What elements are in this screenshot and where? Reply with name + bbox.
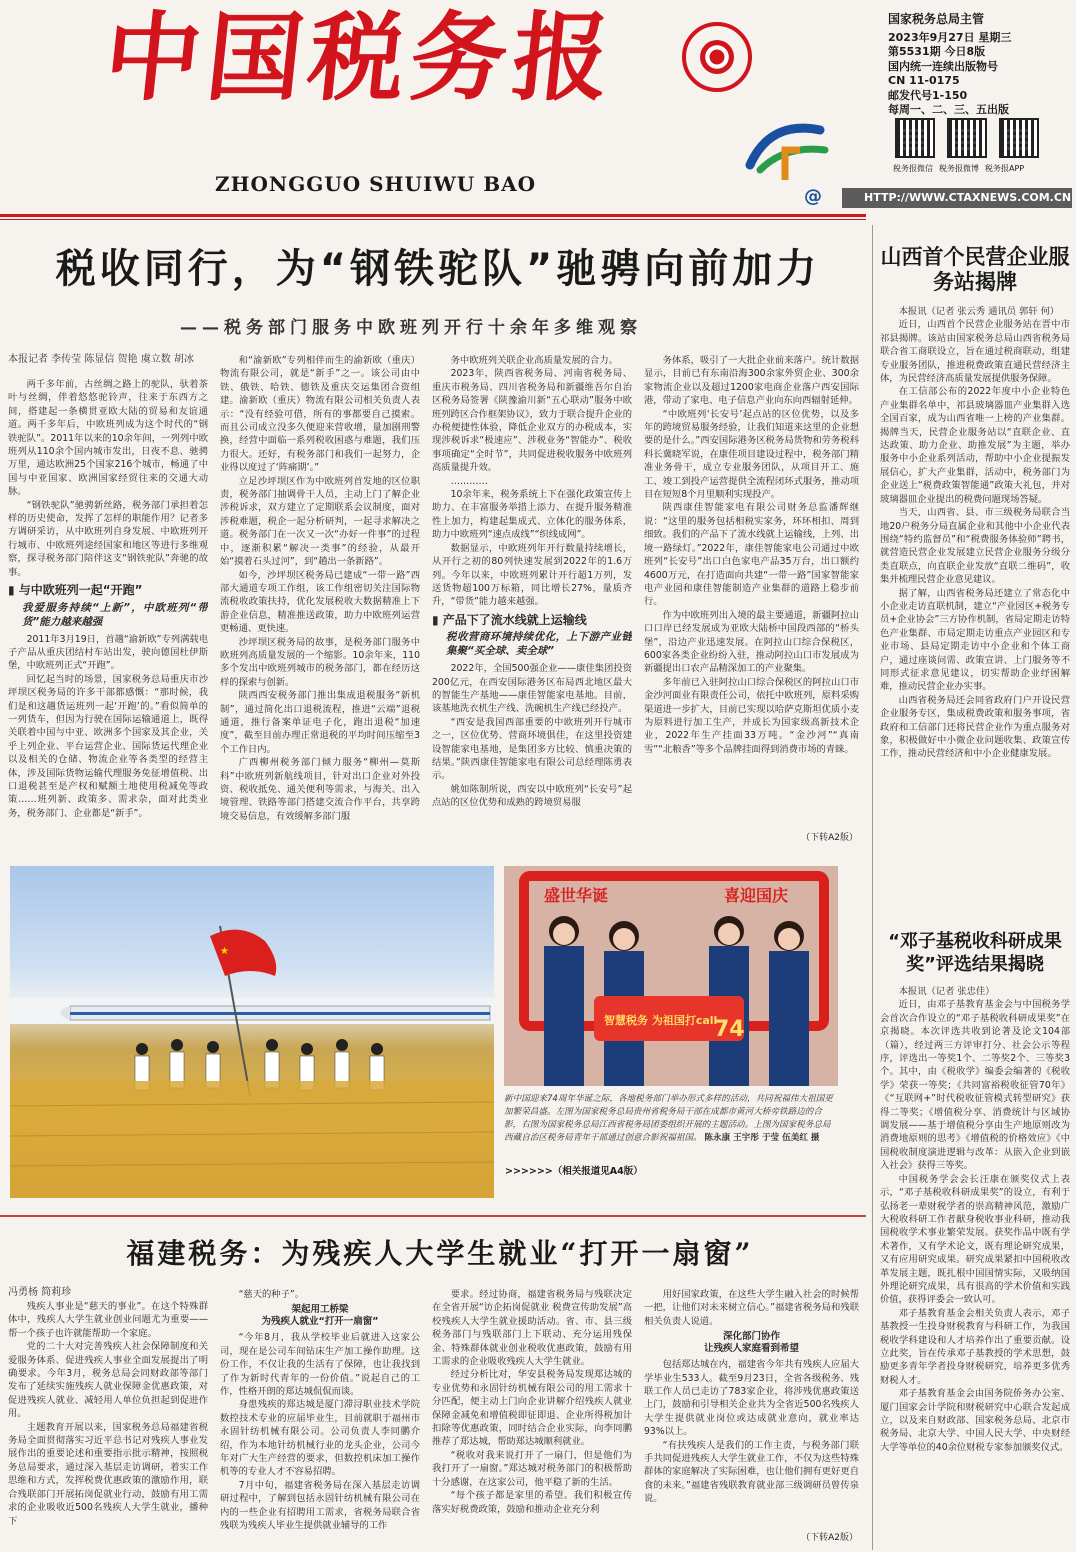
lead-column-4 [644, 354, 859, 824]
photo-number: 74 [714, 1017, 745, 1042]
photo-illustration [10, 866, 494, 1198]
paragraph: 在工信部公布的2022年度中小企业特色产业集群名单中，祁县玻璃器皿产业集群入选全国百家，成为山西省唯一上榜的产业集群。揭牌当天，民营企业服务站以“直联企业、直达政策、助力企业、助推发展”为主题，举办服务中小企业系列活动，帮助中小企业提振发展信心，扩大产业集群，活动中，税务部门为企业送上“税费政策智能通”政策大礼包，并对玻璃器皿企业提出的税费问题现场答疑。 [880, 386, 1070, 505]
masthead-title: 中国税务报 [99, 1, 621, 114]
paragraph: 2023年，陕西省税务局、河南省税务局、重庆市税务局、四川省税务局和新疆维吾尔自治区税务局签署《陕豫渝川新“五心联动”服务中欧班列跨区合作框架协议》，致力于联合提升企业的办税便捷性体验，降低企业双方的办税成本，实现涉税诉求“极速应”、涉税业务“智能办”、税收事项确定“全时节”，共同促进税收服务中欧班列高质量提升效。 [432, 368, 632, 474]
continued-note[interactable]: （下转A2版） [801, 833, 858, 843]
sub-title: 深化部门协作 让残疾人家庭看到希望 [703, 1331, 799, 1355]
lead-byline: 本报记者 李传莹 陈显信 贺艳 虞立数 胡冰 [8, 354, 194, 365]
second-column-3 [432, 1288, 632, 1548]
section-title-text: 产品下了流水线就上运输线 [442, 612, 587, 627]
paragraph: 身患残疾的郑达城是厦门滞浔职业技术学院数控技术专业的应届毕业生，目前就职于福州市永固针纺机械有限公司。公司负责人李同鹏介绍，作为本地针纺机械行业的龙头企业，公司今年对广大生产经营的要求，但数控机床加工操作机等的专业人才不容易招聘。 [220, 1399, 420, 1478]
sub-title: 架起用工桥梁 为残疾人就业“打开一扇窗” [261, 1304, 379, 1328]
paragraph: “每个孩子都是家里的希望。我们积极宣传落实好税费政策，鼓励和推动企业充分利 [432, 1490, 632, 1515]
paragraph: 广西柳州税务部门倾力服务“柳州—莫斯科”中欧班列新航线项目，针对出口企业对外投资、税收抵免、通关便利等需求，与海关、出入境管理、铁路等部门搭建交流合作平台，共享跨境交易信息，有效缓解多部门服 [220, 757, 420, 822]
photo-caption [504, 1093, 838, 1145]
paragraph: 数据显示，中欧班列年开行数量持续增长，从开行之初的80列快速发展到2022年的1.6万列。今年以来，中欧班列累计开行超1万列，发送货物超100万标箱，同比增长27%，量质齐升，“带货”能力越来越强。 [432, 542, 632, 608]
photo-staff-celebration [504, 866, 838, 1086]
divider [0, 1215, 866, 1217]
section-title: ▮ 产品下了流水线就上运输线 [432, 612, 587, 627]
svg-text:★: ★ [220, 946, 229, 957]
section-title-text: 与中欧班列一起“开跑” [18, 583, 143, 598]
byline: 本报讯（记者 张云秀 通讯员 郭轩 何） [898, 306, 1060, 317]
photo-credit: 陈永康 王宇彤 于莹 伍美红 摄 [704, 1133, 820, 1143]
paragraph: 残疾人事业是“慈天的事业”。在这个特殊群体中，残疾人大学生就业创业问题尤为重要——帮一个孩子也许就能帮助一个家庭。 [8, 1301, 208, 1339]
second-column-1 [8, 1300, 208, 1548]
sidebar-2-body [880, 985, 1070, 1545]
paragraph: 要求。经过协商，福建省税务局与残联决定在全省开展“访企拓岗促就业 税费宣传助发展”高校残疾人大学生就业援助活动。省、市、县三级税务部门与残联部门上下联动、充分运用残保金、特殊群体就业创业税收优惠政策，鼓励有用工需求的企业吸收残疾人大学生就业。 [432, 1289, 632, 1368]
section-title: ▮ 与中欧班列一起“开跑” [8, 583, 143, 598]
sidebar-headline[interactable]: 山西首个民营企业服务站揭牌 [880, 245, 1070, 294]
byline: 本报讯（记者 张忠佳） [898, 986, 995, 997]
masthead-pinyin: ZHONGGUO SHUIWU BAO [215, 172, 537, 196]
qr-code-icon[interactable] [895, 118, 935, 158]
paragraph: 党的二十大对完善残疾人社会保障制度和关爱服务体系、促进残疾人事业全面发展提出了明确要求。今年3月，税务总局会同财政部等部门发布了延续实施残疾人就业保障金优惠政策，对促进残疾人就业、减轻用人单位负担起到促进作用。 [8, 1341, 208, 1420]
paragraph: 作为中欧班列出入境的最主要通道，新疆阿拉山口口岸已经发展成为亚欧大陆桥中国段西部的“桥头堡”，沿边产业迅速发展。在阿拉山口综合保税区，600家各类企业纷纷入驻，推动阿拉山口市发展成为新疆提出口农产品精深加工的产业聚集。 [644, 609, 859, 675]
paragraph: 包括郑达城在内，福建省今年共有残疾人应届大学毕业生533人。截至9月23日，全省各级税务、残联工作人员已走访了783家企业，将涉残优惠政策送上门，鼓励和引导相关企业共为全省近500名残疾人大学生提供就业岗位或达成就业意向，就业率达93%以上。 [644, 1359, 859, 1438]
at-icon: @ [804, 186, 822, 207]
lead-column-2 [220, 354, 420, 848]
second-headline[interactable]: 福建税务：为残疾人大学生就业“打开一扇窗” [126, 1237, 754, 1270]
cn-label: 国内统一连续出版物号 [888, 59, 998, 73]
photo-board-text: 智慧税务 为祖国打call [604, 1014, 718, 1027]
paragraph: 邓子基教育基金会相关负责人表示，邓子基教授一生投身财税教育与科研工作，为我国税收学科建设和人才培养作出了重要贡献。设立此奖，旨在传承邓子基教授的学术思想，鼓励更多青年学者投身财税研究，培养更多优秀财税人才。 [880, 1307, 1070, 1386]
paragraph: 如今，沙坪坝区税务局已建成“一带一路”西部大通道专项工作组，该工作组密切关注国际物流税收政策扶持，优化发展税收大数据精准上下游企业信息，精准推送政策，助力中欧班列运营更畅通、更快速。 [220, 569, 420, 635]
section-lede: 我爱服务持续“上新”，中欧班列“带货”能力越来越强 [22, 601, 208, 628]
sponsor: 国家税务总局主管 [888, 12, 985, 26]
paragraph: 陕西西安税务部门推出集成退税服务“新机制”，通过简化出口退税流程，推进“云端”退税通道，推行备案单证电子化，跑出退税“加速度”，截至目前办理正常退税的平均时间压缩至3个工作日内。 [220, 690, 420, 755]
paragraph: “今年8月，我从学校毕业后就进入这家公司，现在是公司车间钻床生产加工操作助理。这份工作，不仅让我的生活有了保障，也让我找到了作为新时代青年的一份价值。”说起自己的工作，性格开朗的郑达城侃侃而谈。 [220, 1332, 420, 1398]
paragraph: 沙坪坝区税务局的故事，是税务部门服务中欧班列高质量发展的一个缩影。10余年来，110多个发出中欧班列城市的税务部门，都在经历这样的探索与创新。 [220, 636, 420, 688]
paragraph: 经过分析比对，华安县税务局发现郑达城的专业优势和永固针纺机械有限公司的用工需求十分匹配，便主动上门向企业讲解介绍残疾人就业保障金减免和增值税即征即退、企业所得税加计扣除等优惠政策，同时结合企业实际，向李同鹏推荐了郑达城，帮助郑达城顺利就业。 [432, 1369, 632, 1448]
sidebar-headline[interactable]: “邓子基税收科研成果奖”评选结果揭晓 [888, 931, 1062, 975]
photo-illustration [504, 866, 838, 1086]
qr-code-icon[interactable] [947, 118, 987, 158]
qr-codes [895, 118, 1039, 158]
paragraph: 和“渝新欧”专列相伴而生的渝新欧（重庆）物流有限公司，就是“新手”之一。该公司由中铁、俄铁、哈铁、德铁及重庆交运集团合资组建。渝新欧（重庆）物流有限公司相关负责人表示：“没有经验可借，所有的事都要自己摸索。而且公司成立没多久便迎来营收增，量加剧刑警换，经营中面临一系列税收困惑与难题，我们压力很大。还好，有税务部门和我们一起努力，企业得以度过了‘阵痛期’。” [220, 355, 420, 474]
paragraph: 用好国家政策，在这些大学生融入社会的时候帮一把，让他们对未来树立信心。”福建省税务局和残联相关负责人说道。 [644, 1289, 859, 1327]
paragraph: “税收对我来说打开了一扇门，但是他们为我打开了一扇窗。”郑达城对税务部门的积极帮助十分感谢，在这家公司，他平稳了新的生活。 [432, 1449, 632, 1488]
qr-label: 税务报微信 [893, 164, 933, 173]
paragraph: 多年前已入驻阿拉山口综合保税区的阿拉山口市金沙河面业有限责任公司，依托中欧班列，原料采购渠道进一步扩大，目前已实现以哈萨克斯坦优质小麦为原料进行加工生产，并成长为国家级高新技术企业，2022年生产挂面33万吨。“金沙河”“真南雪”“北粮香”等多个品牌挂面得到消费市场的青睐。 [644, 676, 859, 755]
lead-column-3 [432, 354, 632, 848]
photo-banner-text: 喜迎国庆 [724, 886, 789, 905]
column-rule [872, 225, 873, 1550]
sidebar-1-body [880, 305, 1070, 915]
newspaper-logo-icon [682, 22, 752, 92]
divider [0, 214, 866, 217]
cn-number: CN 11-0175 [888, 74, 960, 87]
postal-code: 邮发代号1-150 [888, 88, 968, 102]
lead-headline[interactable]: 税收同行，为“钢铁驼队”驰骋向前加力 [55, 246, 821, 292]
paragraph: 当天，山西省、县、市三级税务局联合当地20户税务分局直属企业和其他中小企业代表围绕“特约监督员”和“税费服务体验师”聘书，就营造民营企业发展建立民营企业服务分级分类直联点，向直联企业发放“直联二维码”，收集并梳理民营企业意见建议。 [880, 507, 1070, 586]
paragraph: “有扶残疾人是我们的工作主责，与税务部门联手共同促进残疾人大学生就业工作，不仅为这些特殊群体的家庭解决了实际困难，也让他们拥有更好更自食的未来。”福建省残联教育就业部三级调研员曾传泉说。 [644, 1439, 859, 1505]
related-report-link[interactable]: >>>>>>（相关报道见A4版） [505, 1166, 643, 1177]
paragraph: 务中欧班列关联企业高质量发展的合力。 [450, 355, 618, 366]
issue-number: 第5531期 今日8版 [888, 45, 986, 58]
paragraph: 回忆起当时的场景，国家税务总局重庆市沙坪坝区税务局的许多干部都感慨：“那时候，我们是和这趟货运班列一起‘开跑’的。”看似简单的一列货车，但因为行驶在国际运输通道上，既得关联着中国与中亚、欧洲多个国家及其企业，关乎上列企业、平台运营企业、国际货运代理企业以及相关的仓储、物流企业等各类型的经营主体，涉及国际货物运输代理服务免征增值税、出口退税甚至是产权和赋额土地使用税减免等政策……班列新、政策多、需求杂，面对此类业务，税务部门、企业都是“新手”。 [8, 673, 208, 819]
qr-labels [893, 163, 1024, 174]
paragraph: 务体系，吸引了一大批企业前来落户。统计数据显示，目前已有东南沿海300余家外贸企业、300余家物流企业以及超过1200家电商企业落户西安国际港，带动了家电、电子信息产业向东向西辐射延伸。 [644, 355, 859, 407]
paragraph: 立足沙坪坝区作为中欧班列首发地的区位职责，税务部门抽调骨干人员，主动上门了解企业涉税诉求，双方建立了定期联系会议制度，面对涉税难题，税企一起分析研判，一起寻求解决之道。税务部门在一次又一次“办好一件事”的过程中，逐渐积累“解决一类事”的经验，从最开始“摸着石头过河”，到“趟出一条新路”。 [220, 475, 420, 568]
paragraph: 主题教育开展以来，国家税务总局福建省税务局全面贯彻落实习近平总书记对残疾人事业发展作出的重要论述和重要指示批示精神，按照税务总局要求，通过深入基层走访调研，着实工作思维和方式，发挥税费优惠政策的激励作用，联合残联部门开展拓岗促就业行动，鼓励有用工需求的企业吸收近500名残疾人大学生就业，播种下 [8, 1421, 208, 1527]
paragraph: 姚如陈制所说，西安以中欧班列“长安号”起点站的区位优势和成熟的跨境贸易服 [432, 783, 632, 809]
paragraph: 邓子基教育基金会由国务院侨务办公室、厦门国家会计学院和财税研究中心联合发起成立，以及来自财政部、国家税务总局、北京市税务局、北京大学、中国人民大学、中央财经大学等单位的40余位财税专家参加颁奖仪式。 [880, 1388, 1070, 1453]
continued-note[interactable]: （下转A2版） [801, 1533, 858, 1543]
second-byline: 冯勇杨 简莉珍 [8, 1287, 72, 1298]
qr-label: 税务报微博 [939, 164, 979, 173]
paragraph: 2022年，全国500强企业——康佳集团投资200亿元，在西安国际港务区布局西北地区最大的智能生产基地——康佳智能家电基地。目前，该基地洗衣机生产线、洗碗机生产线已经投产。 [432, 663, 632, 715]
caption-text: 新中国迎来74周年华诞之际，各地税务部门举办形式多样的活动，共同祝福伟大祖国更加繁荣昌盛。左图为国家税务总局贵州省税务局干部在成都市黄河大桥旁铁路边的合影，右图为国家税务总局江西省税务局团委组织开展的主题活动。上图为国家税务总局西藏自治区税务局青年干部通过创意合影祝福祖国。 [504, 1094, 833, 1143]
divider [0, 219, 866, 220]
paragraph: 中国税务学会会长汪康在颁奖仪式上表示，“邓子基税收科研成果奖”的设立，有利于弘扬老一辈财税学者的崇高精神风范，激励广大税收科研工作者献身税收事业科研，推动我国税收学术事业繁荣发展。获奖作品中既有学术著作，又有学术论文，既有理论研究成果，又有应用研究成果。研究成果紧扣中国税收改革发展主题，既扎根中国国情实际，又吸纳国外理论研究成果，具有很高的学术价值和实践价值，获得评委会一致认可。 [880, 1173, 1070, 1306]
paragraph: “慈天的种子”。 [238, 1289, 305, 1300]
second-column-4 [644, 1288, 859, 1524]
paragraph: 7月中旬，福建省税务局在深入基层走访调研过程中，了解到包括永固针纺机械有限公司在内的一些企业有招聘用工需求，省税务局联合省残联为残疾人毕业生提供就业辅导的工作 [220, 1479, 420, 1532]
paragraph: 据了解，山西省税务局还建立了常态化中小企业走访直联机制，建立“产业园区+税务专员+企业协会”三方协作机制，省局定期走访特色产业集群、市局定期走访重点产业园区和专业市场、县局定期走访中小企业和个体工商户，通过座谈问需、政策宣讲、上门服务等不同形式征求意见建议，切实帮助企业纾困解难，推动民营企业办实事。 [880, 587, 1070, 693]
section-lede: 税收营商环境持续优化，上下游产业链集聚“买全球、卖全球” [446, 631, 632, 658]
paragraph: 两千多年前，古丝绸之路上的驼队，驮着茶叶与丝绸，伴着悠悠驼铃声，往来于东西方之间，搭建起一条横贯亚欧大陆的贸易和友谊通道。两千多年后，中欧班列成为这个时代的“钢铁驼队”。2011年以来的10余年间，一列列中欧班列从110余个国内城市发出，日夜不息、驰骋万里，通达欧洲25个国家216个城市，畅通了中国与中亚国家、欧洲国家经贸往来的交通大动脉。 [8, 379, 208, 498]
lead-column-1 [8, 378, 208, 848]
qr-code-icon[interactable] [999, 118, 1039, 158]
paragraph: “中欧班列‘长安号’起点站的区位优势，以及多年的跨境贸易服务经验，让我们知道来这里的企业想要的是什么。”西安国际港务区税务局货物和劳务税科科长冀晓军说，在康佳项目建设过程中，税务部门精准业务骨干，成立专业服务团队，从项目开工、施工、竣工到投产运营提供全流程闭环式服务，推动项目在短短8个月里顺利实现投产。 [644, 408, 859, 501]
photo-wheat-field-train [10, 866, 494, 1198]
paragraph: ………… [450, 475, 488, 487]
paragraph: “钢铁驼队”驰骋新丝路，税务部门承担着怎样的历史使命，发挥了怎样的职能作用？记者多方调研采访，从中欧班列自身发展、中欧班列开行城市、中欧班列途经国家和地区等进行多维观察，探寻税务部门陪伴这支“钢铁驼队”奔驰的故事。 [8, 499, 208, 578]
paragraph: 陕西康佳智能家电有限公司财务总监潘辉继说：“这里的服务包括相税实家务，环环相扣、周到细致。我们的产品下了流水线就上运输线，上列、出境一路绿灯。”2022年，康佳智能家电公司通过中欧班列“长安号”出口白色家电产品35万台，出口额约4600万元，在打造面向共建“一带一路”国家智能家电产业园和康佳智能制造产业集群的道路上稳步前行。 [644, 502, 859, 608]
emblem-icon [740, 110, 830, 185]
qr-label: 税务报APP [985, 164, 1025, 173]
paragraph: 近日，由邓子基教育基金会与中国税务学会首次合作设立的“邓子基税收科研成果奖”在京揭晓。本次评选共收到论著及论文104部（篇），经过两三方评审打分、社会公示等程序，评选出一等奖1个、二等奖2个、三等奖3个。其中，由《税收学》编委会编著的《税收学》荣获一等奖；《共同富裕税收征管70年》《“互联网+”时代税收征管模式转型研究》获得二等奖；《增值税分享、消费统计与区域协调发展——基于增值税分享由生产地原则改为消费地原则的思考》《增值税的价格效应》《中国税收制度演进逻辑与改革：从嵌入企业到嵌入社会》获得三等奖。 [880, 999, 1070, 1172]
masthead-info [888, 12, 1068, 118]
lead-subhead: ——税务部门服务中欧班列开行十余年多维观察 [180, 318, 642, 338]
paragraph: 10余年来，税务系统上下在强化政策宣传上助力、在丰富服务举措上添力、在提升服务精准性上加力，构建起集成式、立体化的服务体系，助力中欧班列“速点成线”“织线成网”。 [432, 489, 632, 541]
website-url[interactable]: HTTP://WWW.CTAXNEWS.COM.CN [842, 188, 1072, 208]
second-column-2 [220, 1288, 420, 1548]
photo-banner-text: 盛世华诞 [544, 886, 609, 905]
paragraph: 2011年3月19日，首趟“渝新欧”专列满载电子产品从重庆团结村车站出发，驶向德国杜伊斯堡，中欧班列正式“开跑”。 [8, 633, 208, 672]
paragraph: “西安是我国西部重要的中欧班列开行城市之一，区位优势、营商环境俱佳，在这里投资建设智能家电基地，是集团多方比较、慎重决策的结果。”陕西康佳智能家电有限公司总经理陈勇表示。 [432, 716, 632, 782]
issue-date: 2023年9月27日 星期三 [888, 30, 1012, 44]
publish-schedule: 每周一、二、三、五出版 [888, 103, 1009, 116]
paragraph: 山西省税务局还会同省政府门户开设民营企业服务专区，集成税费政策和服务事项，省政府和工信部门还将民营企业作为重点服务对象，积极做好中小微企业问题收集、政策宣传工作，推动民营经济和中小企业健康发展。 [880, 694, 1070, 760]
paragraph: 近日，山西首个民营企业服务站在晋中市祁县揭牌。该站由国家税务总局山西省税务局联合省工商联设立，旨在通过税商联动，组建专业服务团队，推进税费政策直通民营经济主体，为民营经济高质量发展提供服务保障。 [880, 319, 1070, 385]
